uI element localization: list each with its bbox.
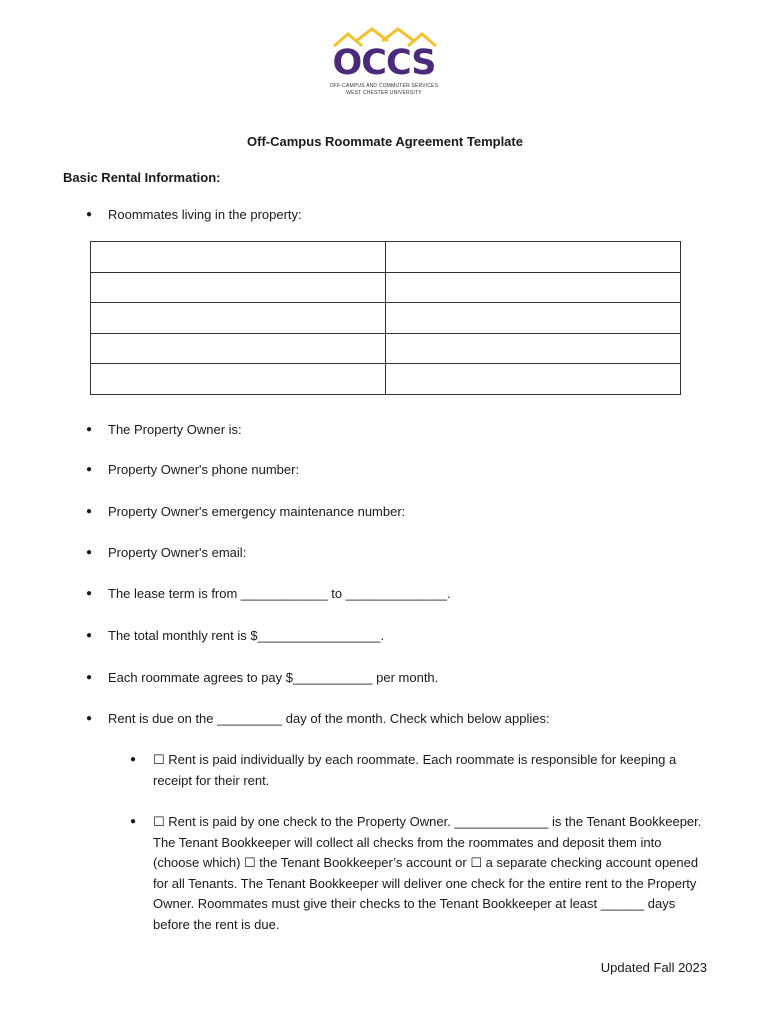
roommate-name-cell[interactable] <box>91 303 386 334</box>
field-label: The Property Owner is: <box>108 422 242 437</box>
bullet-icon: ● <box>86 464 93 475</box>
option-text: ☐ Rent is paid by one check to the Property Owner. _____________ is the Tenant Bookkeeper. The Tenant Bookkeeper will collect all checks from the roommates and deposit them into (choose which) ☐ the Tenant Bookkeeper’s account or ☐ a separate checking account opened for all Tenants. The Tenant Bookkeeper will deliver one check for the entire rent to the Property Owner. Roommates must give their checks to the Tenant Bookkeeper at least ______ days before the rent is due. <box>153 814 702 932</box>
occs-logo <box>326 26 442 100</box>
bullet-icon: ● <box>86 424 93 435</box>
field-label: The lease term is from ____________ to ______________. <box>108 586 451 601</box>
field-label: Each roommate agrees to pay $___________ per month. <box>108 670 439 685</box>
field-label: The total monthly rent is $_________________. <box>108 628 385 643</box>
roommate-name-cell[interactable] <box>386 242 681 273</box>
section-heading: Basic Rental Information: <box>63 170 221 185</box>
roommate-name-cell[interactable] <box>386 364 681 395</box>
field-label: Property Owner's emergency maintenance number: <box>108 504 406 519</box>
table-row <box>91 242 681 273</box>
roommate-name-cell[interactable] <box>91 333 386 364</box>
bullet-icon: ● <box>86 209 93 220</box>
bullet-icon: ● <box>130 754 137 765</box>
document-title: Off-Campus Roommate Agreement Template <box>247 134 523 149</box>
table-row <box>91 364 681 395</box>
footer-updated: Updated Fall 2023 <box>600 960 707 975</box>
table-row <box>91 272 681 303</box>
bullet-icon: ● <box>86 713 93 724</box>
field-label: Property Owner's phone number: <box>108 462 300 477</box>
roommates-table <box>90 241 681 395</box>
bullet-icon: ● <box>86 506 93 517</box>
roommate-name-cell[interactable] <box>386 303 681 334</box>
roommate-name-cell[interactable] <box>386 272 681 303</box>
roommate-name-cell[interactable] <box>386 333 681 364</box>
bullet-icon: ● <box>130 816 137 827</box>
roommate-name-cell[interactable] <box>91 272 386 303</box>
field-label: Property Owner's email: <box>108 545 247 560</box>
table-row <box>91 333 681 364</box>
logo-subtitle-line1: OFF-CAMPUS AND COMMUTER SERVICES <box>329 83 439 89</box>
logo-wordmark: OCCS <box>332 43 436 83</box>
bullet-icon: ● <box>86 672 93 683</box>
bullet-icon: ● <box>86 547 93 558</box>
bullet-icon: ● <box>86 630 93 641</box>
roommates-label: Roommates living in the property: <box>108 207 302 222</box>
table-row <box>91 303 681 334</box>
bullet-icon: ● <box>86 588 93 599</box>
option-text: ☐ Rent is paid individually by each roommate. Each roommate is responsible for keeping a receipt for their rent. <box>153 752 677 788</box>
field-label: Rent is due on the _________ day of the month. Check which below applies: <box>108 711 550 726</box>
logo-subtitle-line2: WEST CHESTER UNIVERSITY <box>346 90 422 96</box>
roommate-name-cell[interactable] <box>91 364 386 395</box>
roommate-name-cell[interactable] <box>91 242 386 273</box>
